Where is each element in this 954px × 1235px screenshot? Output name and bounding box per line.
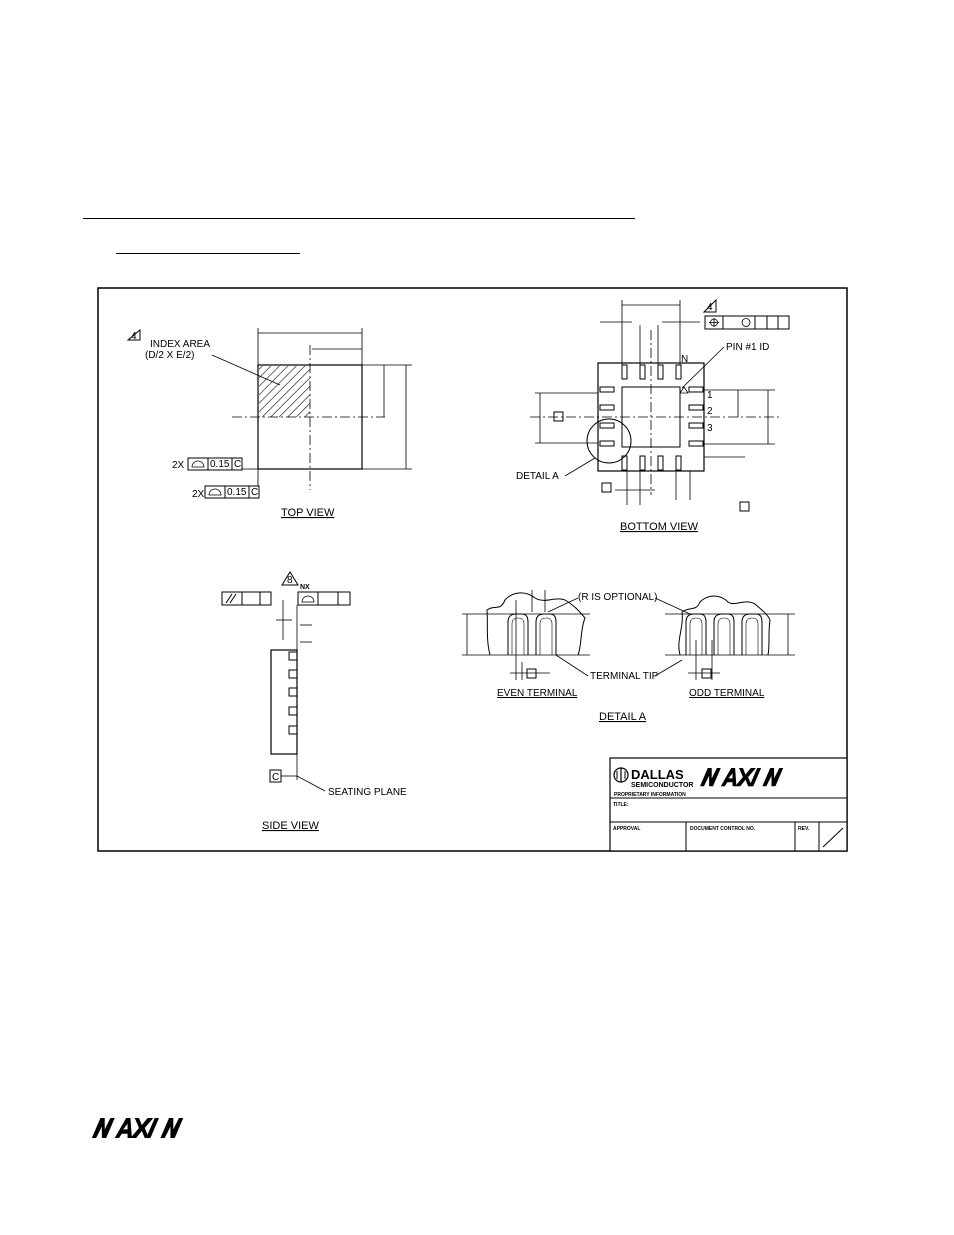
detail-a-title: DETAIL A: [599, 711, 647, 723]
title-block: [610, 758, 847, 851]
bottom-view-title: BOTTOM VIEW: [620, 521, 699, 533]
tol2-prefix: 2X: [192, 489, 205, 500]
nx-label: NX: [300, 584, 310, 591]
tol1-datum: C: [234, 459, 242, 470]
index-area-formula: (D/2 X E/2): [145, 350, 195, 361]
odd-terminal-label: ODD TERMINAL: [689, 688, 765, 699]
top-view-title: TOP VIEW: [281, 507, 335, 519]
detail-a-callout: DETAIL A: [516, 471, 559, 482]
side-datum: C: [272, 772, 280, 783]
index-note-number: 4: [131, 331, 137, 342]
even-terminal-label: EVEN TERMINAL: [497, 688, 578, 699]
index-area-label: INDEX AREA: [150, 339, 211, 350]
detail-a: [462, 590, 795, 723]
maxim-footer-logo: [84, 1118, 194, 1138]
tol1-value: 0.15: [210, 459, 230, 470]
pin-number-2: 2: [707, 406, 713, 417]
index-area-hatch: [259, 366, 310, 417]
tol2-datum: C: [251, 487, 259, 498]
pin-number-1: 1: [707, 390, 713, 401]
pin-number-3: 3: [707, 423, 713, 434]
pin1-label: PIN #1 ID: [726, 342, 770, 353]
doc-control-label: DOCUMENT CONTROL NO.: [690, 826, 756, 832]
side-view: [222, 572, 407, 832]
semiconductor-wordmark: SEMICONDUCTOR: [631, 782, 694, 789]
side-view-title: SIDE VIEW: [262, 820, 319, 832]
rev-label: REV.: [798, 826, 810, 832]
seating-plane-label: SEATING PLANE: [328, 787, 407, 798]
top-view: [128, 328, 412, 519]
side-view-body: [271, 650, 297, 754]
title-label: TITLE:: [613, 802, 629, 808]
proprietary-label: PROPRIETARY INFORMATION: [614, 792, 686, 798]
pin-n-label: N: [681, 354, 689, 365]
terminal-tip-label: TERMINAL TIP: [590, 671, 659, 682]
tol1-prefix: 2X: [172, 460, 185, 471]
tol2-value: 0.15: [227, 487, 247, 498]
r-optional-label: (R IS OPTIONAL): [578, 592, 658, 603]
dallas-wordmark: DALLAS: [631, 767, 684, 782]
bottom-note-number: 4: [707, 302, 713, 313]
bottom-view: [516, 300, 789, 533]
side-note-number: 8: [287, 575, 293, 586]
approval-label: APPROVAL: [613, 826, 641, 832]
